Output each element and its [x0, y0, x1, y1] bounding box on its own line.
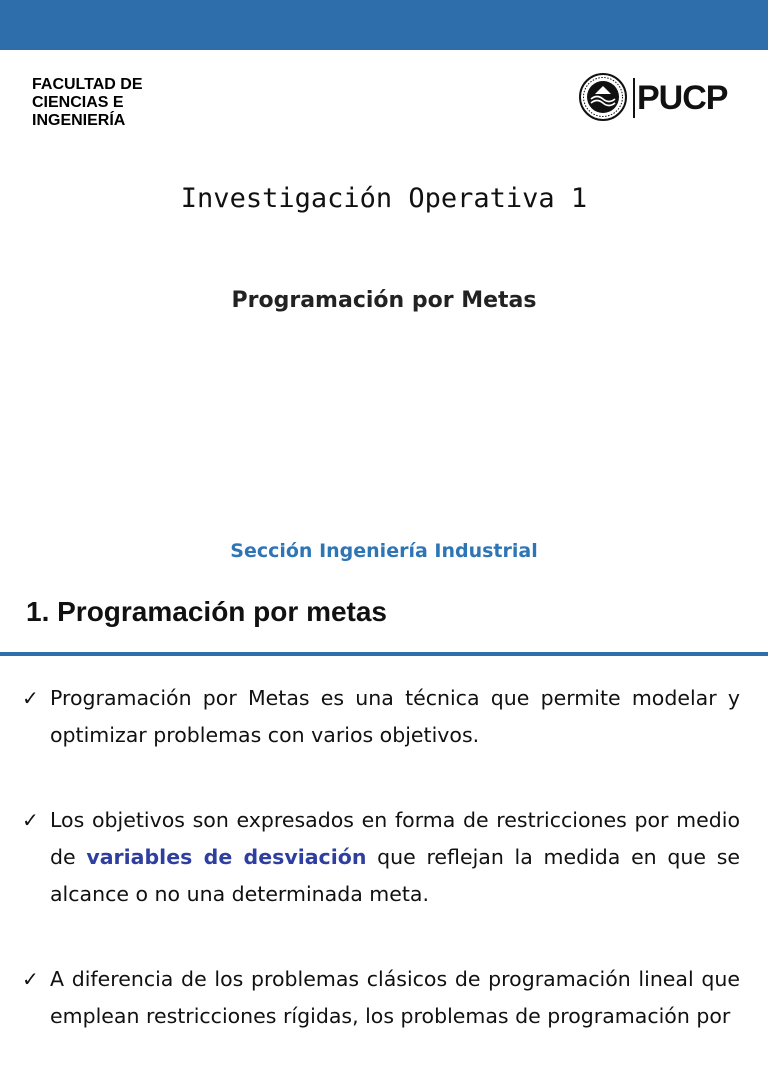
university-seal-icon: [578, 72, 628, 122]
logo-divider: [633, 78, 635, 118]
bullet-item: [22, 680, 740, 754]
heading-divider: [0, 652, 768, 656]
bullet-text: A diferencia de los problemas clásicos de programación lineal que emplean restricciones rígidas, los problemas de programación por: [50, 967, 740, 1028]
pucp-logo: [578, 72, 744, 122]
section-name: Sección Ingeniería Industrial: [230, 540, 538, 562]
faculty-line-1: FACULTAD DE: [32, 76, 143, 93]
faculty-line-3: INGENIERÍA: [32, 112, 126, 129]
bullet-list: [22, 680, 740, 1083]
bullet-text: Programación por Metas es una técnica que permite modelar y optimizar problemas con varios objetivos.: [50, 686, 740, 747]
bullet-text-before: Los objetivos son expresados en forma de restricciones por medio de: [50, 808, 740, 869]
checkmark-icon: ✓: [22, 967, 39, 991]
bullet-item: [22, 802, 740, 913]
slide-heading: 1. Programación por metas: [26, 596, 388, 627]
course-title: Investigación Operativa 1: [180, 183, 588, 214]
checkmark-icon: ✓: [22, 686, 39, 710]
faculty-name: [32, 76, 143, 130]
logo-text: PUCP: [637, 79, 728, 117]
checkmark-icon: ✓: [22, 808, 39, 832]
bullet-text-after: que reflejan la medida en que se alcance o no una determinada meta.: [50, 845, 740, 906]
top-banner-bar: [0, 0, 768, 50]
faculty-line-2: CIENCIAS E: [32, 94, 124, 111]
highlighted-term: variables de desviación: [86, 845, 367, 869]
presentation-subtitle: Programación por Metas: [231, 288, 537, 313]
